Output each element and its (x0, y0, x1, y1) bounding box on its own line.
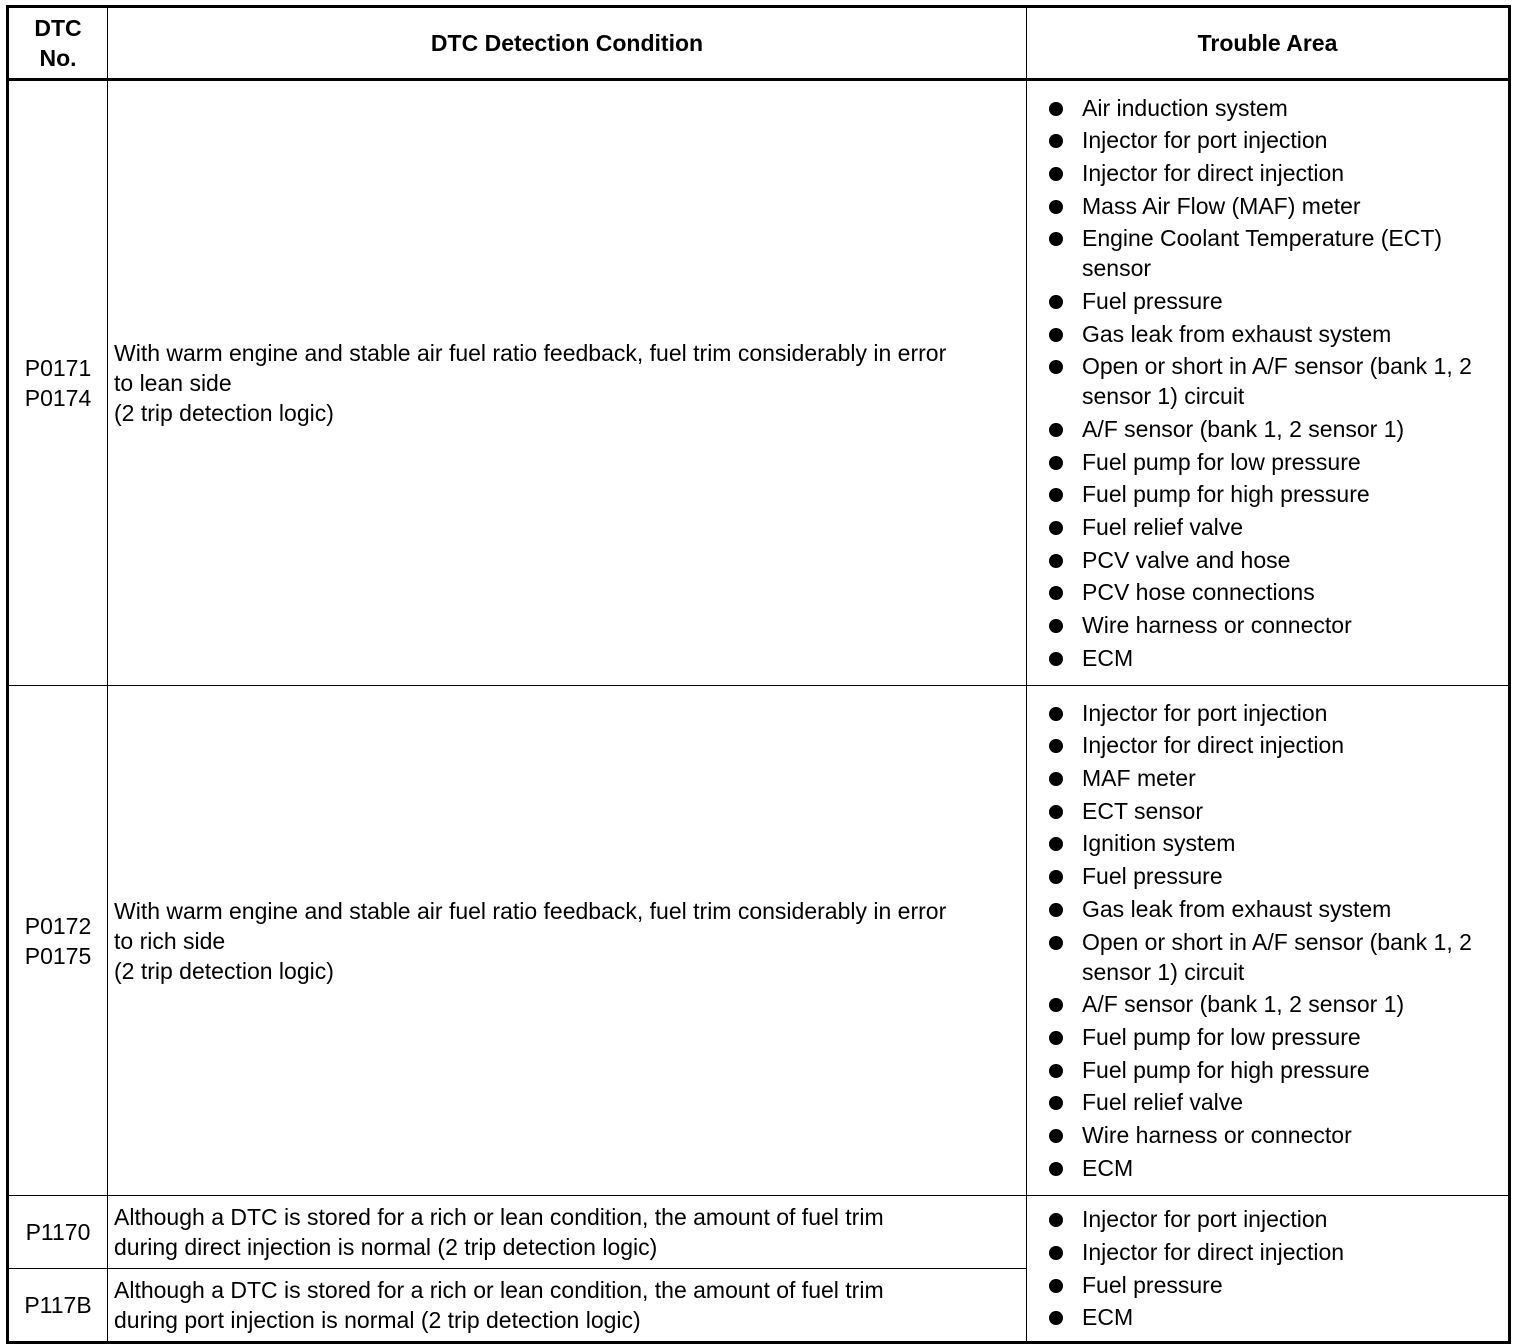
list-item (1049, 545, 1498, 575)
trouble-area-text: MAF meter (1082, 765, 1196, 792)
bullet-icon (1049, 167, 1063, 181)
bullet-icon (1049, 554, 1063, 568)
trouble-area-text: Mass Air Flow (MAF) meter (1082, 192, 1361, 219)
bullet-icon (1049, 652, 1063, 666)
trouble-area-cell (1027, 1196, 1510, 1343)
list-item (1049, 577, 1498, 607)
trouble-area-text: ECM (1082, 1154, 1134, 1181)
list-item (1049, 1087, 1498, 1117)
trouble-area-text: Fuel pump for low pressure (1082, 1023, 1361, 1050)
dtc-code-cell (8, 686, 108, 1196)
condition-cell (108, 1269, 1027, 1343)
table-row (8, 686, 1510, 1196)
bullet-icon (1049, 200, 1063, 214)
trouble-area-text: Wire harness or connector (1082, 612, 1352, 639)
condition-text: Although a DTC is stored for a rich or lean condition, the amount of fuel trim (114, 1204, 884, 1230)
bullet-icon (1049, 328, 1063, 342)
list-item (1049, 447, 1498, 477)
list-item (1049, 698, 1498, 728)
bullet-icon (1049, 1311, 1063, 1325)
header-dtc-no-line1: DTC (34, 15, 82, 41)
trouble-area-text: Fuel relief valve (1082, 1089, 1244, 1116)
trouble-area-text: Fuel pressure (1082, 1271, 1223, 1298)
list-item (1049, 610, 1498, 640)
trouble-area-text: Injector for direct injection (1082, 1238, 1345, 1265)
bullet-icon (1049, 134, 1063, 148)
dtc-code: P0172 (24, 912, 92, 939)
condition-text: to rich side (114, 927, 226, 954)
bullet-icon (1049, 1096, 1063, 1110)
trouble-area-text: Gas leak from exhaust system (1082, 320, 1392, 347)
list-item (1049, 1302, 1498, 1332)
trouble-area-text: Injector for port injection (1082, 1206, 1328, 1233)
list-item (1049, 796, 1498, 826)
trouble-area-text: A/F sensor (bank 1, 2 sensor 1) (1082, 416, 1405, 442)
dtc-code: P1170 (25, 1219, 91, 1245)
trouble-area-text: ECM (1082, 644, 1134, 671)
bullet-icon (1049, 488, 1063, 502)
bullet-icon (1049, 739, 1063, 753)
bullet-icon (1049, 1129, 1063, 1143)
trouble-area-text: Engine Coolant Temperature (ECT) sensor (1082, 225, 1443, 282)
list-item (1049, 1153, 1498, 1183)
trouble-area-text: Injector for port injection (1082, 127, 1328, 154)
trouble-area-text: PCV valve and hose (1082, 546, 1291, 573)
bullet-icon (1049, 456, 1063, 470)
trouble-area-text: Fuel pump for high pressure (1082, 481, 1370, 508)
trouble-area-list (1049, 1204, 1498, 1332)
bullet-icon (1049, 1279, 1063, 1293)
dtc-code: P0171 (24, 355, 92, 381)
dtc-code-cell (8, 1196, 108, 1269)
trouble-area-text: Injector for port injection (1082, 699, 1328, 726)
trouble-area-text: Ignition system (1082, 830, 1236, 857)
trouble-area-text: Injector for direct injection (1082, 159, 1345, 186)
condition-text: Although a DTC is stored for a rich or lean condition, the amount of fuel trim (114, 1277, 884, 1303)
condition-text: (2 trip detection logic) (114, 957, 334, 984)
condition-text: With warm engine and stable air fuel ratio feedback, fuel trim considerably in error (114, 340, 947, 366)
bullet-icon (1049, 1064, 1063, 1078)
list-item (1049, 93, 1498, 123)
bullet-icon (1049, 837, 1063, 851)
bullet-icon (1049, 1213, 1063, 1227)
trouble-area-text: Fuel pressure (1082, 287, 1223, 314)
bullet-icon (1049, 521, 1063, 535)
condition-text: to lean side (114, 370, 232, 396)
condition-cell (108, 80, 1027, 686)
list-item (1049, 828, 1498, 858)
trouble-area-text: Air induction system (1082, 94, 1288, 121)
trouble-area-text: Wire harness or connector (1082, 1121, 1352, 1148)
list-item (1049, 1237, 1498, 1267)
list-item (1049, 1022, 1498, 1052)
bullet-icon (1049, 102, 1063, 116)
dtc-code: P0175 (24, 942, 92, 969)
header-row (8, 7, 1510, 80)
list-item (1049, 1120, 1498, 1150)
trouble-area-text: Open or short in A/F sensor (bank 1, 2 sensor 1) circuit (1082, 928, 1472, 985)
table-row (8, 80, 1510, 686)
list-item (1049, 1204, 1498, 1234)
list-item (1049, 125, 1498, 155)
dtc-code-cell (8, 80, 108, 686)
dtc-code: P0174 (24, 385, 92, 411)
list-item (1049, 763, 1498, 793)
list-item (1049, 643, 1498, 673)
trouble-area-cell (1027, 686, 1510, 1196)
condition-text: (2 trip detection logic) (114, 400, 334, 426)
dtc-code-cell (8, 1269, 108, 1343)
list-item (1049, 351, 1498, 411)
list-item (1049, 479, 1498, 509)
trouble-area-text: ECT sensor (1082, 797, 1204, 824)
list-item (1049, 861, 1498, 891)
list-item (1049, 191, 1498, 221)
trouble-area-text: PCV hose connections (1082, 579, 1315, 606)
bullet-icon (1049, 295, 1063, 309)
list-item (1049, 927, 1498, 987)
trouble-area-text: Fuel relief valve (1082, 514, 1244, 541)
dtc-table (6, 5, 1511, 1344)
trouble-area-text: ECM (1082, 1304, 1134, 1331)
trouble-area-text: Fuel pump for low pressure (1082, 448, 1361, 475)
trouble-area-list (1049, 698, 1498, 1183)
trouble-area-text: Fuel pump for high pressure (1082, 1056, 1370, 1083)
bullet-icon (1049, 619, 1063, 633)
trouble-area-list (1049, 93, 1498, 673)
bullet-icon (1049, 232, 1063, 246)
trouble-area-text: Injector for direct injection (1082, 732, 1345, 759)
trouble-area-text: A/F sensor (bank 1, 2 sensor 1) (1082, 991, 1405, 1018)
bullet-icon (1049, 903, 1063, 917)
list-item (1049, 286, 1498, 316)
bullet-icon (1049, 936, 1063, 950)
bullet-icon (1049, 360, 1063, 374)
trouble-area-text: Fuel pressure (1082, 863, 1223, 890)
condition-text: With warm engine and stable air fuel ratio feedback, fuel trim considerably in error (114, 897, 947, 924)
list-item (1049, 730, 1498, 760)
list-item (1049, 319, 1498, 349)
bullet-icon (1049, 870, 1063, 884)
bullet-icon (1049, 1162, 1063, 1176)
table-row (8, 1196, 1510, 1269)
bullet-icon (1049, 805, 1063, 819)
trouble-area-cell (1027, 80, 1510, 686)
bullet-icon (1049, 707, 1063, 721)
condition-text: during direct injection is normal (2 trip detection logic) (114, 1234, 658, 1260)
condition-text: during port injection is normal (2 trip detection logic) (114, 1307, 641, 1333)
list-item (1049, 894, 1498, 924)
header-condition: DTC Detection Condition (108, 7, 1027, 80)
condition-cell (108, 686, 1027, 1196)
trouble-area-text: Open or short in A/F sensor (bank 1, 2 sensor 1) circuit (1082, 353, 1472, 410)
list-item (1049, 158, 1498, 188)
trouble-area-text: Gas leak from exhaust system (1082, 895, 1392, 922)
bullet-icon (1049, 423, 1063, 437)
bullet-icon (1049, 1031, 1063, 1045)
list-item (1049, 989, 1498, 1019)
list-item (1049, 512, 1498, 542)
condition-cell (108, 1196, 1027, 1269)
header-dtc-no (8, 7, 108, 80)
list-item (1049, 414, 1498, 444)
bullet-icon (1049, 586, 1063, 600)
header-trouble-area: Trouble Area (1027, 7, 1510, 80)
bullet-icon (1049, 772, 1063, 786)
list-item (1049, 223, 1498, 283)
list-item (1049, 1270, 1498, 1300)
bullet-icon (1049, 1246, 1063, 1260)
bullet-icon (1049, 998, 1063, 1012)
header-dtc-no-line2: No. (39, 45, 77, 71)
dtc-code: P117B (24, 1292, 92, 1318)
list-item (1049, 1055, 1498, 1085)
